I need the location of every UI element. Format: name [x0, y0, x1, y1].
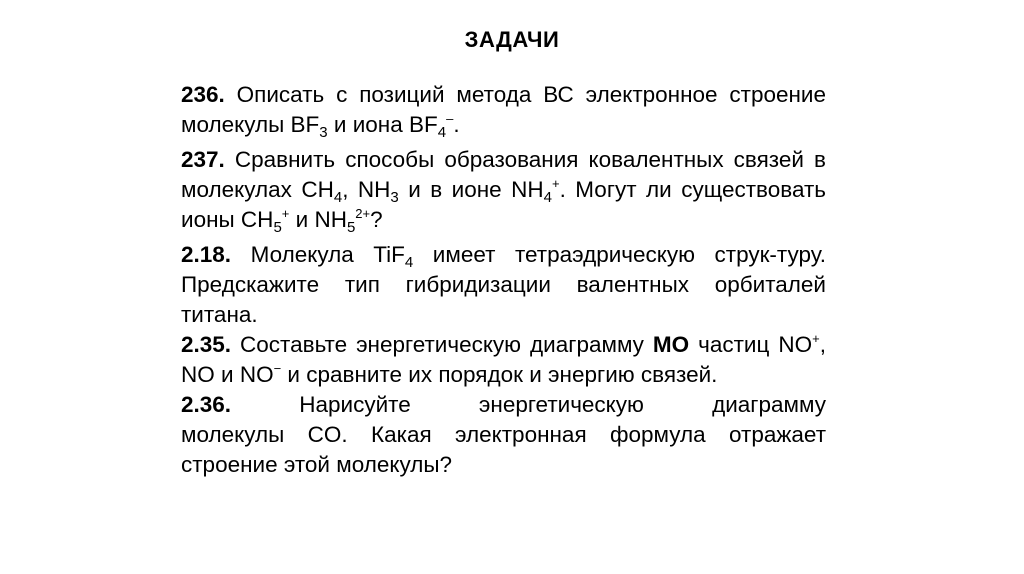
task-2-35 [181, 330, 826, 390]
task-text: и иона BF [327, 112, 438, 137]
superscript: – [446, 111, 454, 126]
task-text: . [453, 112, 460, 137]
task-text: и сравните их порядок и энергию связей. [281, 362, 718, 387]
task-text: , NO и NO [181, 332, 826, 387]
task-text: и в ионе NH [398, 177, 544, 202]
superscript: − [273, 361, 282, 376]
task-text: диаграмму [712, 392, 826, 417]
superscript: + [281, 206, 290, 221]
task-number: 237. [181, 147, 225, 172]
task-text: ? [370, 207, 383, 232]
subscript: 5 [346, 219, 356, 236]
superscript: 2+ [355, 206, 371, 221]
task-text: Составьте энергетическую диаграмму [240, 332, 644, 357]
subscript: 5 [273, 219, 282, 236]
subscript: 4 [333, 189, 343, 206]
task-text: , NH [342, 177, 391, 202]
subscript: 3 [319, 124, 328, 141]
task-number: 236. [181, 82, 225, 107]
page-title: ЗАДАЧИ [464, 27, 560, 52]
task-text-bold: МО [652, 332, 690, 357]
task-text: имеет тетраэдрическую струк-туру. Предскажите тип гибридизации валентных орбиталей титана. [181, 242, 826, 327]
subscript: 3 [390, 189, 399, 206]
task-text: частиц NO [698, 332, 813, 357]
task-text: Сравнить способы образования ковалентных связей в молекулах CH [181, 147, 826, 202]
task-text: молекулы CO. Какая электронная формула отражает строение этой молекулы? [181, 422, 826, 477]
subscript: 4 [543, 189, 552, 206]
task-2-36 [181, 390, 826, 480]
task-text: Молекула TiF [250, 242, 405, 267]
task-text: и NH [289, 207, 347, 232]
superscript: + [812, 331, 820, 346]
task-2-18 [181, 240, 826, 330]
superscript: + [552, 176, 560, 191]
subscript: 4 [404, 254, 414, 271]
task-236 [181, 80, 826, 140]
task-237 [181, 145, 826, 235]
task-text: Нарисуйте [299, 392, 411, 417]
task-number: 2.36. [181, 392, 232, 417]
task-number: 2.35. [181, 332, 232, 357]
task-text: Описать с позиций метода ВС электронное строение молекулы BF [181, 82, 826, 137]
task-list [181, 80, 826, 480]
subscript: 4 [437, 124, 447, 141]
task-text: . Могут ли существовать ионы CH [181, 177, 827, 232]
task-text: энергетическую [478, 392, 644, 417]
task-first-line [181, 390, 826, 420]
task-number: 2.18. [181, 242, 232, 267]
